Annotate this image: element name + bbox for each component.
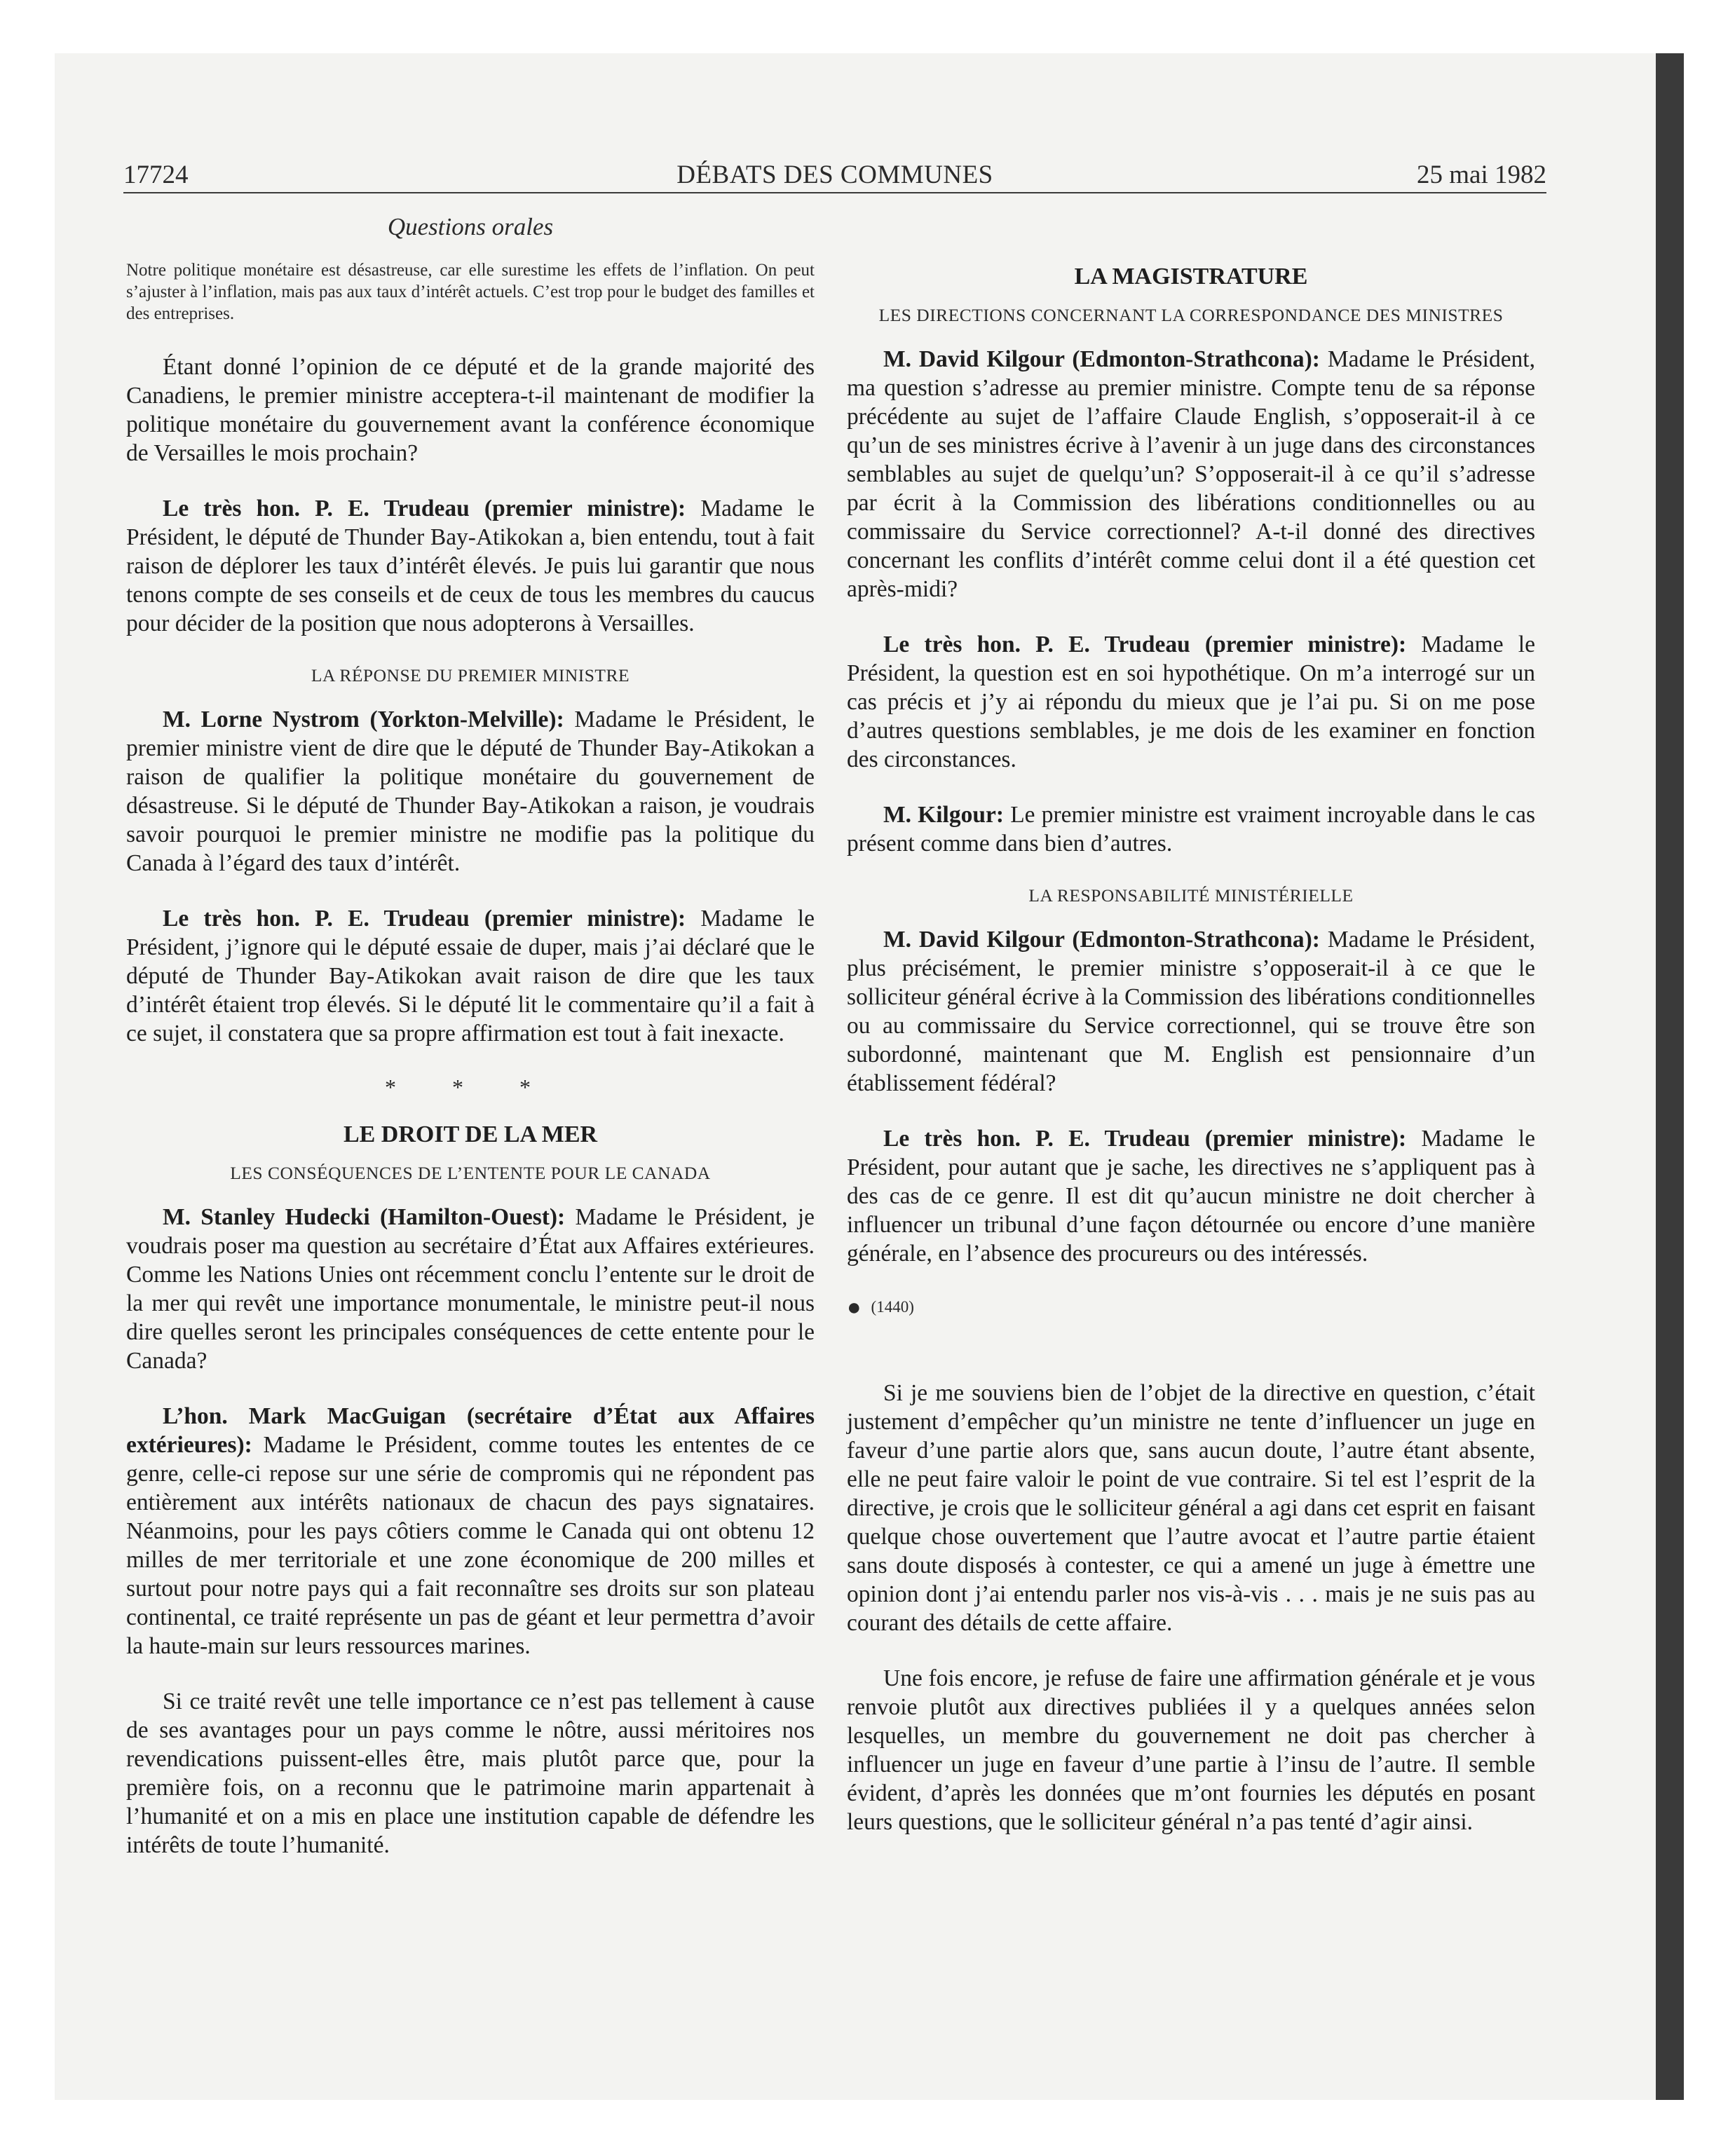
speech-text: Madame le Président, comme toutes les ententes de ce genre, celle-ci repose sur une série de compromis qui ne répondent pas entièrement aux intérêts nationaux de chacun des pays signataires. Néanmoins, pour les pays côtiers comme le Canada qui ont obtenu 12 milles de mer territoriale et une zone économique de 200 milles et surtout pour notre pays qui a fait reconnaître ses droits sur son plateau continental, ce traité représente un pas de géant et leur permettra d’avoir la haute-main sur leurs ressources marines. <box>126 1432 815 1659</box>
page-date: 25 mai 1982 <box>1417 161 1546 189</box>
right-column <box>847 245 1535 1863</box>
journal-title: DÉBATS DES COMMUNES <box>676 161 993 189</box>
subheading: LES CONSÉQUENCES DE L’ENTENTE POUR LE CANADA <box>230 1163 711 1183</box>
section-separator: * * * <box>385 1074 556 1100</box>
section-label: Questions orales <box>387 213 554 240</box>
speaker-name: Le très hon. P. E. Trudeau (premier ministre): <box>883 632 1407 657</box>
speaker-name: M. Kilgour: <box>883 802 1005 828</box>
paragraph <box>847 800 1535 858</box>
paragraph <box>847 925 1535 1098</box>
bullet-dot-icon: ● <box>847 1295 862 1321</box>
speech-text: Madame le Président, je voudrais poser ma question au secrétaire d’État aux Affaires extérieures. Comme les Nations Unies ont récemment conclu l’entente sur le droit de la mer qui revêt une importance monumentale, le ministre peut-il nous dire quelles seront les principales conséquences de cette entente pour le Canada? <box>126 1204 815 1374</box>
time-marker-text: (1440) <box>871 1298 914 1316</box>
speech-text: Madame le Président, j’ignore qui le député essaie de duper, mais j’ai déclaré que le député de Thunder Bay-Atikokan avait raison de dire que les taux d’intérêt étaient trop élevés. Si le député lit le commentaire qu’il a fait à ce sujet, il constatera que sa propre affirmation est tout à fait inexacte. <box>126 906 815 1046</box>
speech-text: Madame le Président, plus précisément, le premier ministre s’opposerait-il à ce que le solliciteur général écrive à la Commission des libérations conditionnelles ou au commissaire du Service correctionnel, qui se trouve être son subordonné, maintenant que M. English est pensionnaire d’un établissement fédéral? <box>847 927 1535 1096</box>
scan-edge-shadow <box>1656 53 1684 2100</box>
page-header <box>123 160 1546 193</box>
subheading: LES DIRECTIONS CONCERNANT LA CORRESPONDANCE DES MINISTRES <box>878 305 1504 325</box>
paragraph <box>847 630 1535 774</box>
paragraph <box>126 904 815 1048</box>
subheading: LA RÉPONSE DU PREMIER MINISTRE <box>311 665 630 685</box>
header-rule <box>123 192 1546 193</box>
paragraph: Étant donné l’opinion de ce député et de la grande majorité des Canadiens, le premier ministre acceptera-t-il maintenant de modifier la politique monétaire du gouvernement avant la conférence économique de Versailles le mois prochain? <box>126 354 815 466</box>
speaker-name: M. David Kilgour (Edmonton-Strathcona): <box>883 346 1320 372</box>
speaker-name: Le très hon. P. E. Trudeau (premier ministre): <box>163 496 686 521</box>
page-number: 17724 <box>123 161 189 189</box>
speaker-name: Le très hon. P. E. Trudeau (premier ministre): <box>883 1126 1407 1152</box>
speech-text: Madame le Président, la question est en soi hypothétique. On m’a interrogé sur un cas précis et j’y ai répondu du mieux que je l’ai pu. Si on me pose d’autres questions semblables, je me dois de les examiner en fonction des circonstances. <box>847 632 1535 772</box>
speaker-name: M. Lorne Nystrom (Yorkton-Melville): <box>163 707 564 732</box>
paragraph <box>126 494 815 638</box>
paragraph <box>126 1203 815 1375</box>
left-column <box>126 203 815 1886</box>
speech-text: Madame le Président, le député de Thunder Bay-Atikokan a, bien entendu, tout à fait raison de déplorer les taux d’intérêt élevés. Je puis lui garantir que nous tenons compte de ses conseils et de ceux de tous les membres du caucus pour décider de la position que nous adopterons à Versailles. <box>126 496 815 636</box>
main-heading: LE DROIT DE LA MER <box>343 1121 598 1147</box>
paragraph: Une fois encore, je refuse de faire une affirmation générale et je vous renvoie plutôt aux directives publiées il y a quelques années selon lesquelles, un membre du gouvernement ne doit pas chercher à influencer un juge en faveur d’une partie à l’insu de l’autre. Il semble évident, d’après les données que m’ont fournies les députés en posant leurs questions, que le solliciteur général n’a pas tenté d’agir ainsi. <box>847 1665 1535 1835</box>
subheading: LA RESPONSABILITÉ MINISTÉRIELLE <box>1028 885 1354 906</box>
time-marker <box>847 1295 1535 1321</box>
speech-text: Le premier ministre est vraiment incroyable dans le cas présent comme dans bien d’autres. <box>847 802 1535 857</box>
speaker-name: M. David Kilgour (Edmonton-Strathcona): <box>883 927 1320 953</box>
speech-text: Madame le Président, le premier ministre vient de dire que le député de Thunder Bay-Atikokan a raison de qualifier la politique monétaire du gouvernement de désastreuse. Si le député de Thunder Bay-Atikokan a raison, je voudrais savoir pourquoi le premier ministre ne modifie pas la politique du Canada à l’égard des taux d’intérêt. <box>126 707 815 876</box>
speaker-name: M. Stanley Hudecki (Hamilton-Ouest): <box>163 1204 566 1230</box>
speech-text: Madame le Président, pour autant que je sache, les directives ne s’appliquent pas à des cas de ce genre. Il est dit qu’aucun ministre ne doit chercher à influencer un tribunal d’une façon détournée ou encore d’une manière générale, en l’absence des procureurs ou des intéressés. <box>847 1126 1535 1267</box>
paragraph: Si ce traité revêt une telle importance ce n’est pas tellement à cause de ses avantages pour un pays comme le nôtre, aussi méritoires nos revendications puissent-elles être, mais plutôt parce que, pour la première fois, on a reconnu que le patrimoine marin appartenait à l’humanité et on a mis en place une institution capable de défendre les intérêts de toute l’humanité. <box>126 1688 815 1858</box>
paragraph <box>126 1402 815 1660</box>
paragraph: Si je me souviens bien de l’objet de la directive en question, c’était justement d’empêcher qu’un ministre ne tente d’influencer un juge en faveur d’une partie alors que, sans aucun doute, l’autre étant absente, elle ne peut faire valoir le point de vue contraire. Si tel est l’esprit de la directive, je crois que le solliciteur général a agi dans cet esprit en faisant quelque chose ouvertement que l’autre avocat et l’autre partie étaient sans doute disposés à contester, ce qui a amené un juge à émettre une opinion dont j’ai entendu parler nos vis-à-vis . . . mais je ne suis pas au courant des détails de cette affaire. <box>847 1380 1535 1636</box>
speaker-name: L’hon. Mark MacGuigan (secrétaire d’État aux Affaires extérieures): <box>126 1403 815 1458</box>
quoted-passage: Notre politique monétaire est désastreuse, car elle surestime les effets de l’inflation. On peut s’ajuster à l’inflation, mais pas aux taux d’intérêt actuels. C’est trop pour le budget des familles et des entreprises. <box>126 261 815 323</box>
speech-text: Madame le Président, ma question s’adresse au premier ministre. Compte tenu de sa réponse précédente au sujet de l’affaire Claude English, s’opposerait-il à ce qu’un de ses ministres écrive à l’avenir à un juge dans des circonstances semblables au sujet de quelqu’un? S’opposerait-il à ce qu’il s’adresse par écrit à la Commission des libérations conditionnelles ou au commissaire du Service correctionnel? A-t-il donné des directives concernant les conflits d’intérêt comme celui dont il a été question cet après-midi? <box>847 346 1535 602</box>
paragraph <box>847 345 1535 603</box>
paragraph <box>847 1124 1535 1268</box>
speaker-name: Le très hon. P. E. Trudeau (premier ministre): <box>163 906 686 932</box>
main-heading: LA MAGISTRATURE <box>1074 264 1308 289</box>
paragraph <box>126 705 815 878</box>
